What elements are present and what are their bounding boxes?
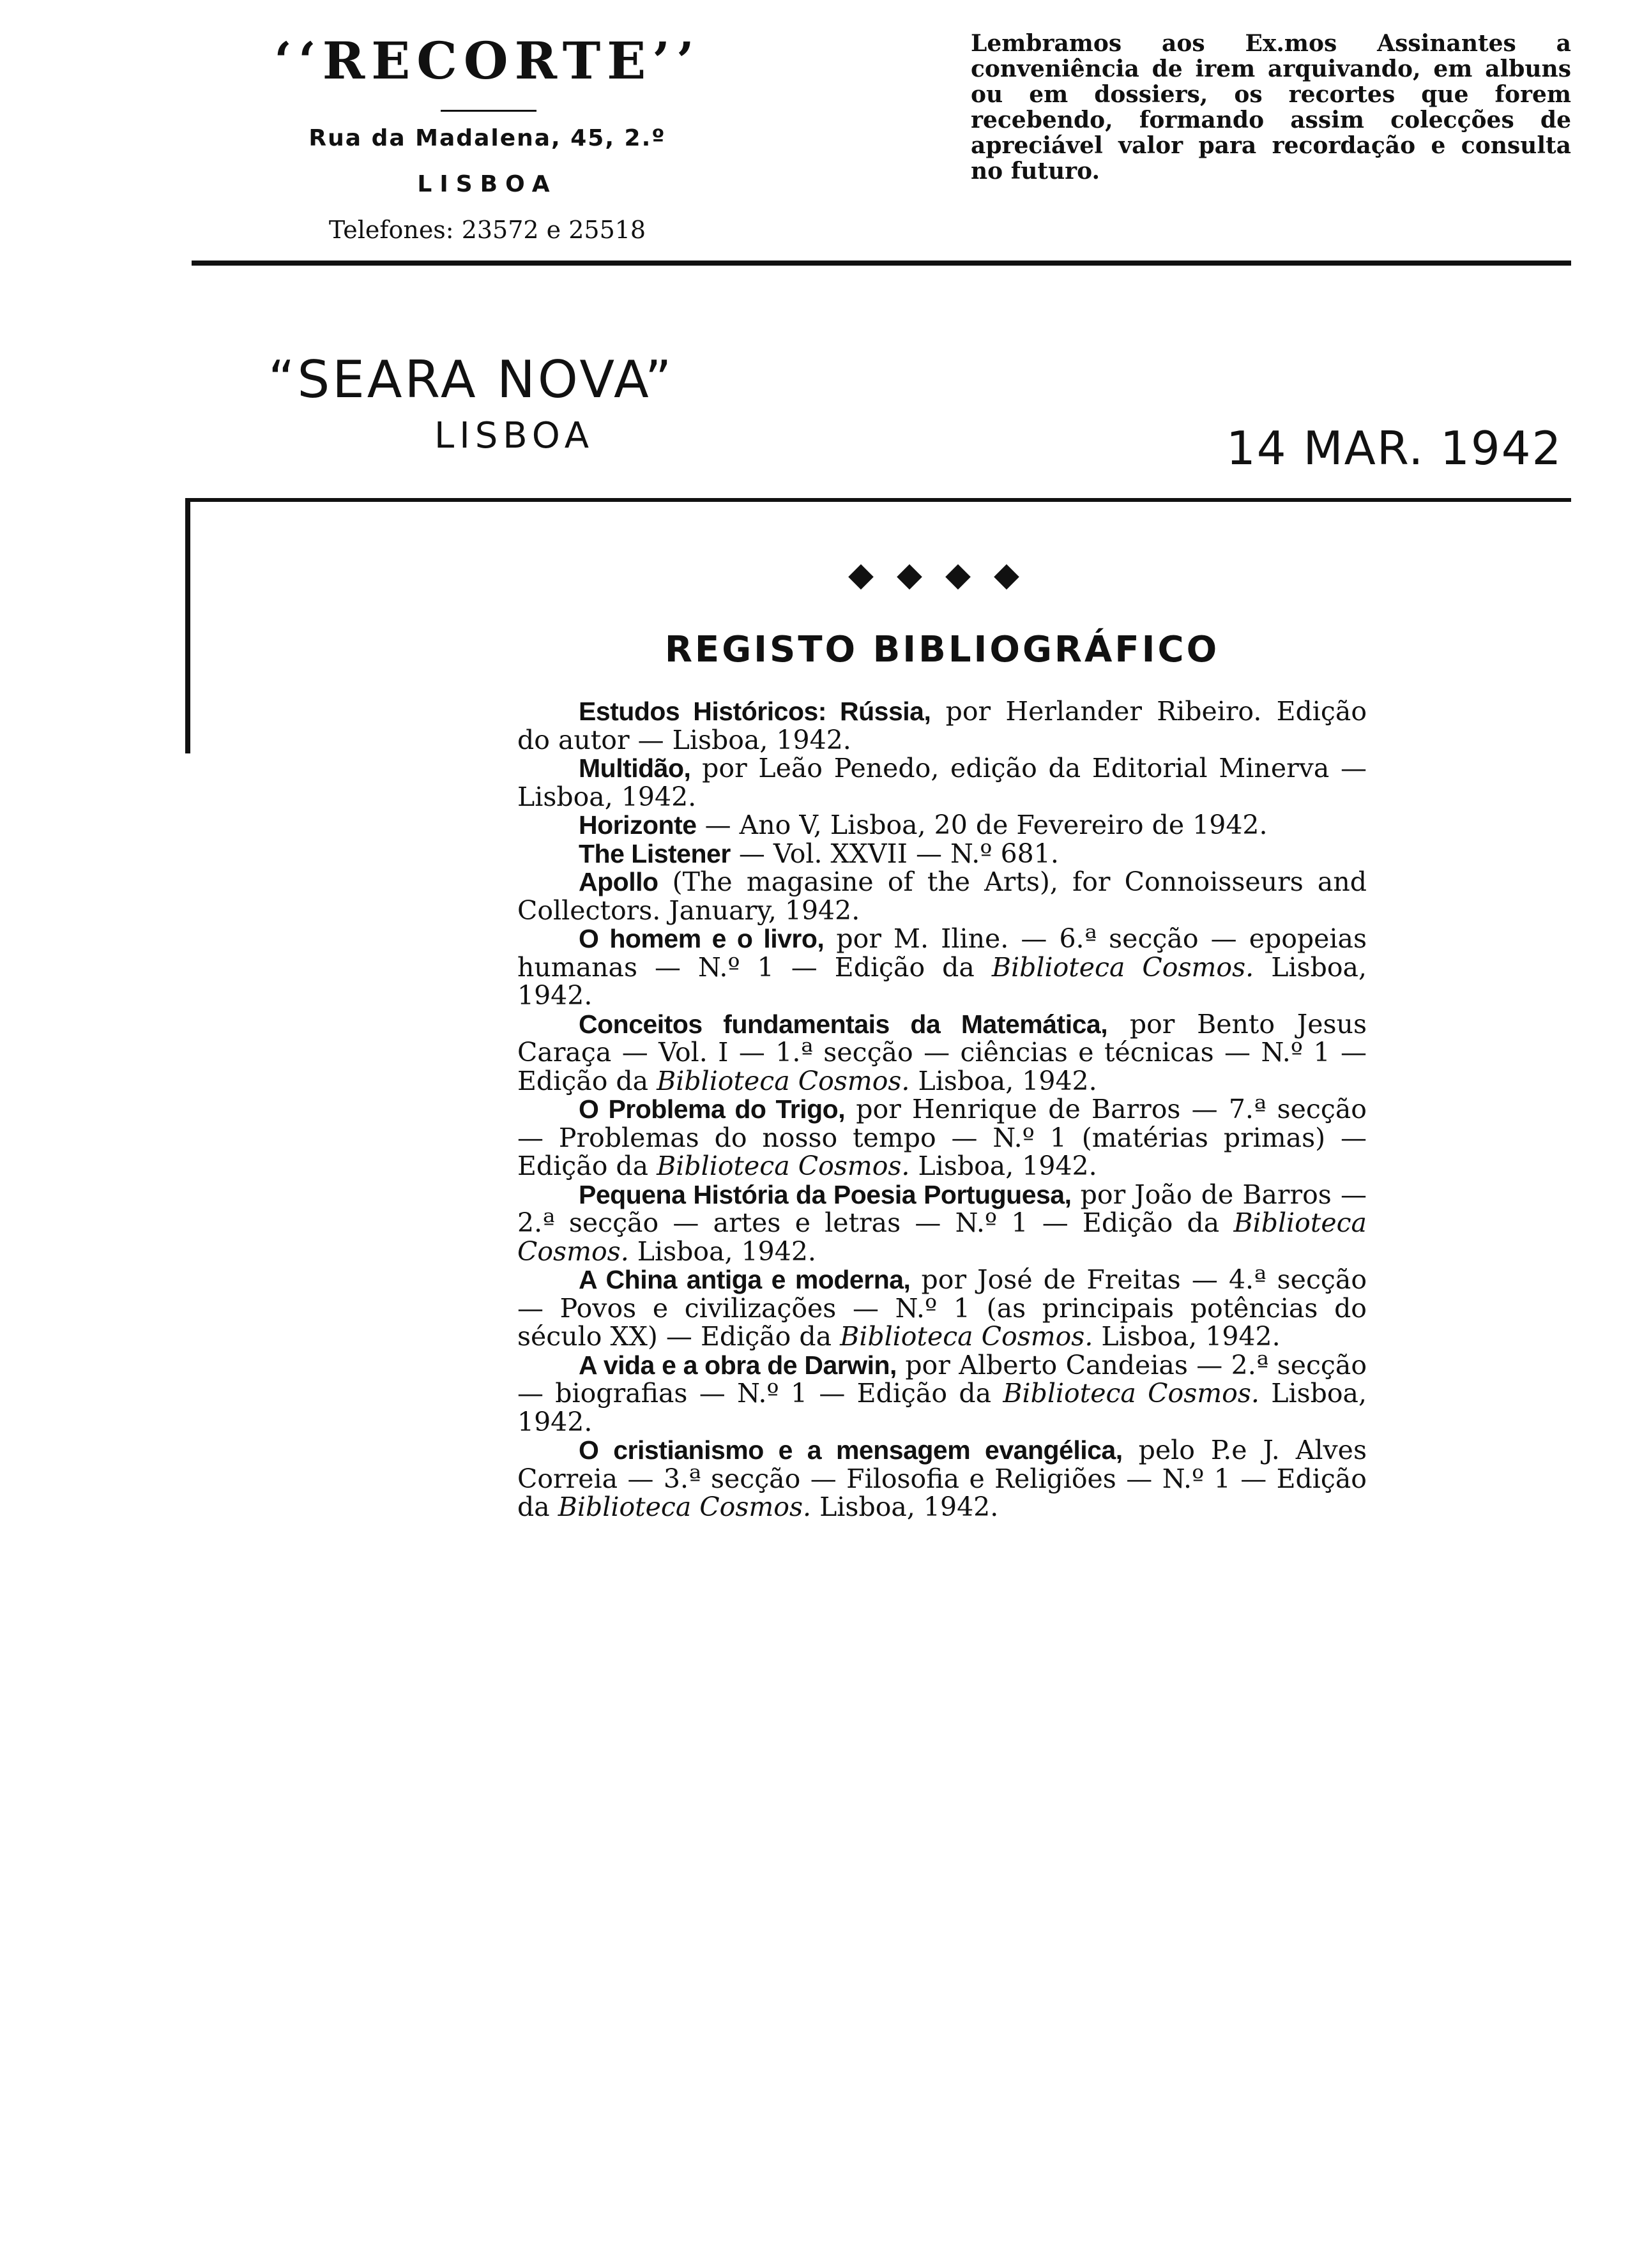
bibliography-entry (517, 840, 1367, 868)
bibliography-entry (517, 1351, 1367, 1437)
clipping-frame-top (185, 498, 1571, 502)
entry-text: por Herlander Ribeiro. Edição do autor — Lisboa, 1942. (517, 696, 1367, 755)
entry-text: por João de Barros — 2.ª secção — artes e letras — N.º 1 — Edição da (517, 1179, 1367, 1238)
entry-text: por Alberto Candeias — 2.ª secção — biografias — N.º 1 — Edição da (517, 1349, 1367, 1409)
entry-title: Apollo (579, 867, 658, 896)
entry-title: The Listener (579, 838, 731, 868)
entry-title: Pequena História da Poesia Portuguesa, (579, 1179, 1072, 1209)
entry-tail: Lisboa, 1942. (517, 1378, 1367, 1437)
entry-tail: Lisboa, 1942. (628, 1236, 816, 1267)
bibliography-entry (517, 811, 1367, 840)
agency-name: ‘‘RECORTE’’ (274, 31, 701, 91)
bibliography-entry (517, 868, 1367, 925)
entry-series: Biblioteca Cosmos. (517, 1207, 1367, 1267)
agency-phones: Telefones: 23572 e 25518 (328, 216, 646, 244)
diamond-ornament-icon: ◆◆◆◆ (848, 556, 1042, 594)
entry-title: O homem e o livro, (579, 924, 825, 953)
entry-tail: Lisboa, 1942. (1093, 1321, 1281, 1352)
entry-text: por Henrique de Barros — 7.ª secção — Problemas do nosso tempo — N.º 1 (matérias primas) — Edição da (517, 1094, 1367, 1181)
entry-text: (The magasine of the Arts), for Connoisseurs and Collectors. January, 1942. (517, 866, 1367, 926)
bibliography-entry (517, 1436, 1367, 1522)
entry-text: — Ano V, Lisboa, 20 de Fevereiro de 1942. (696, 810, 1268, 840)
agency-notice: Lembramos aos Ex.mos Assinantes a conveniência de irem arquivando, em albuns ou em dossiers, os recortes que forem recebendo, formando assim colecções de apreciável valor para recordação e consulta no futuro. (971, 30, 1571, 185)
entry-text: por Leão Penedo, edição da Editorial Minerva — Lisboa, 1942. (517, 753, 1367, 812)
entry-series: Biblioteca Cosmos. (1003, 1378, 1259, 1409)
agency-divider (441, 110, 536, 112)
entry-text: — Vol. XXVII — N.º 681. (730, 838, 1059, 869)
header-rule (192, 261, 1571, 266)
entry-title: Conceitos fundamentais da Matemática, (579, 1009, 1108, 1039)
entry-title: O Problema do Trigo, (579, 1094, 846, 1124)
entry-text: por José de Freitas — 4.ª secção — Povos e civilizações — N.º 1 (as principais potências do século XX) — Edição da (517, 1264, 1367, 1352)
entry-title: O cristianismo e a mensagem evangélica, (579, 1435, 1123, 1465)
bibliography-entry (517, 697, 1367, 754)
entry-tail: Lisboa, 1942. (517, 951, 1367, 1011)
entry-series: Biblioteca Cosmos. (840, 1321, 1093, 1352)
entry-title: Estudos Históricos: Rússia, (579, 697, 931, 726)
entry-text: por Bento Jesus Caraça — Vol. I — 1.ª secção — ciências e técnicas — N.º 1 — Edição da (517, 1008, 1367, 1096)
bibliography-entry (517, 1181, 1367, 1266)
entry-series: Biblioteca Cosmos. (657, 1151, 910, 1181)
entry-series: Biblioteca Cosmos. (558, 1492, 812, 1522)
bibliography-entry (517, 925, 1367, 1010)
clipping-frame-left (185, 498, 190, 753)
entry-tail: Lisboa, 1942. (811, 1492, 999, 1522)
entry-series: Biblioteca Cosmos. (991, 951, 1254, 983)
publication-city: LISBOA (434, 415, 595, 457)
entry-tail: Lisboa, 1942. (909, 1151, 1097, 1181)
entry-tail: Lisboa, 1942. (909, 1065, 1097, 1096)
bibliography-list (517, 697, 1367, 1522)
entry-title: A China antiga e moderna, (579, 1265, 911, 1294)
entry-title: Multidão, (579, 753, 691, 783)
section-title: REGISTO BIBLIOGRÁFICO (664, 629, 1220, 670)
bibliography-entry (517, 1010, 1367, 1096)
bibliography-entry (517, 1095, 1367, 1181)
bibliography-entry (517, 754, 1367, 811)
agency-city: LISBOA (417, 171, 558, 197)
agency-address: Rua da Madalena, 45, 2.º (308, 125, 666, 151)
bibliography-entry (517, 1266, 1367, 1351)
date-stamp: 14 MAR. 1942 (1226, 421, 1563, 475)
entry-title: A vida e a obra de Darwin, (579, 1350, 897, 1380)
entry-title: Horizonte (579, 810, 697, 840)
entry-series: Biblioteca Cosmos. (657, 1065, 910, 1096)
entry-text: por M. Iline. — 6.ª secção — epopeias humanas — N.º 1 — Edição da (517, 923, 1367, 983)
entry-text: pelo P.e J. Alves Correia — 3.ª secção — Filosofia e Religiões — N.º 1 — Edição da (517, 1435, 1367, 1522)
publication-name: “SEARA NOVA” (268, 350, 674, 409)
